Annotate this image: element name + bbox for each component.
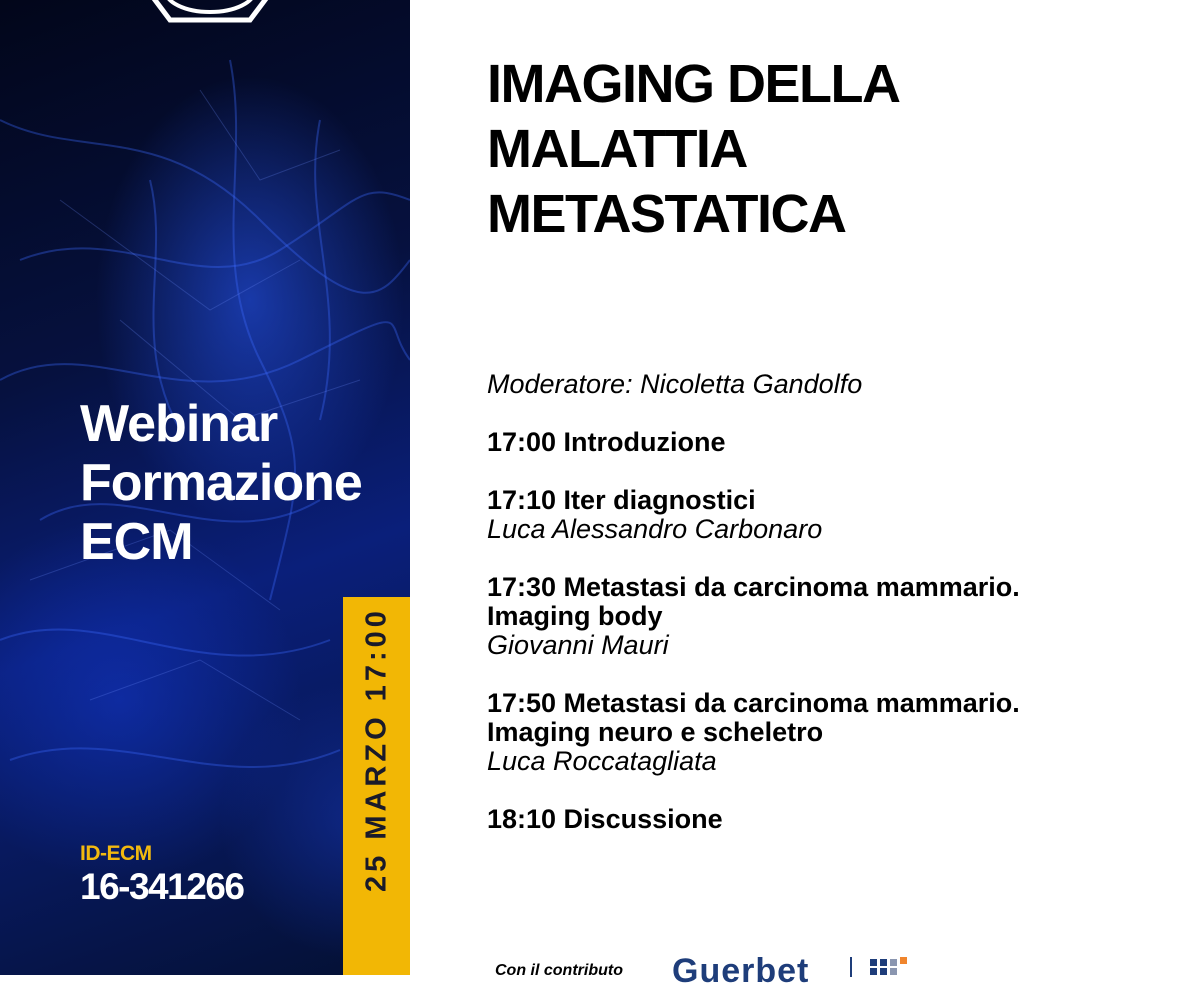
program-item-speaker: Luca Alessandro Carbonaro xyxy=(487,514,823,544)
webinar-heading xyxy=(80,395,400,572)
program-item-speaker: Giovanni Mauri xyxy=(487,630,669,660)
webinar-heading-line: ECM xyxy=(80,513,193,571)
contribution-label: Con il contributo xyxy=(495,962,623,979)
program-item xyxy=(487,805,1167,834)
event-date: 25 MARZO 17:00 xyxy=(360,607,392,892)
event-title xyxy=(487,52,1127,247)
society-logo xyxy=(130,0,290,24)
program-item xyxy=(487,486,1167,544)
sponsor-logo: Guerbet xyxy=(672,952,810,990)
date-band xyxy=(343,597,410,975)
webinar-heading-line: Webinar xyxy=(80,395,278,453)
program-item xyxy=(487,573,1167,660)
moderator: Moderatore: Nicoletta Gandolfo xyxy=(487,369,863,399)
program-item-title: 18:10 Discussione xyxy=(487,804,723,834)
program-item-title: 17:00 Introduzione xyxy=(487,427,726,457)
webinar-heading-line: Formazione xyxy=(80,454,362,512)
sponsor-mark-icon xyxy=(870,957,908,975)
program-item-subtitle: Imaging neuro e scheletro xyxy=(487,717,824,747)
event-title-line: MALATTIA xyxy=(487,119,747,179)
program-item xyxy=(487,428,1167,457)
hero-image-panel xyxy=(0,0,410,975)
event-title-line: IMAGING DELLA xyxy=(487,54,900,114)
program-item xyxy=(487,689,1167,776)
program-item-subtitle: Imaging body xyxy=(487,601,663,631)
program-item-title: 17:50 Metastasi da carcinoma mammario. xyxy=(487,688,1020,718)
program-item-title: 17:10 Iter diagnostici xyxy=(487,485,756,515)
event-title-line: METASTATICA xyxy=(487,184,846,244)
program-item-title: 17:30 Metastasi da carcinoma mammario. xyxy=(487,572,1020,602)
program-item-speaker: Luca Roccatagliata xyxy=(487,746,717,776)
id-ecm-value: 16-341266 xyxy=(80,866,244,907)
id-ecm-label: ID-ECM xyxy=(80,842,152,865)
sponsor-divider xyxy=(850,957,852,977)
program-list xyxy=(487,370,1167,863)
